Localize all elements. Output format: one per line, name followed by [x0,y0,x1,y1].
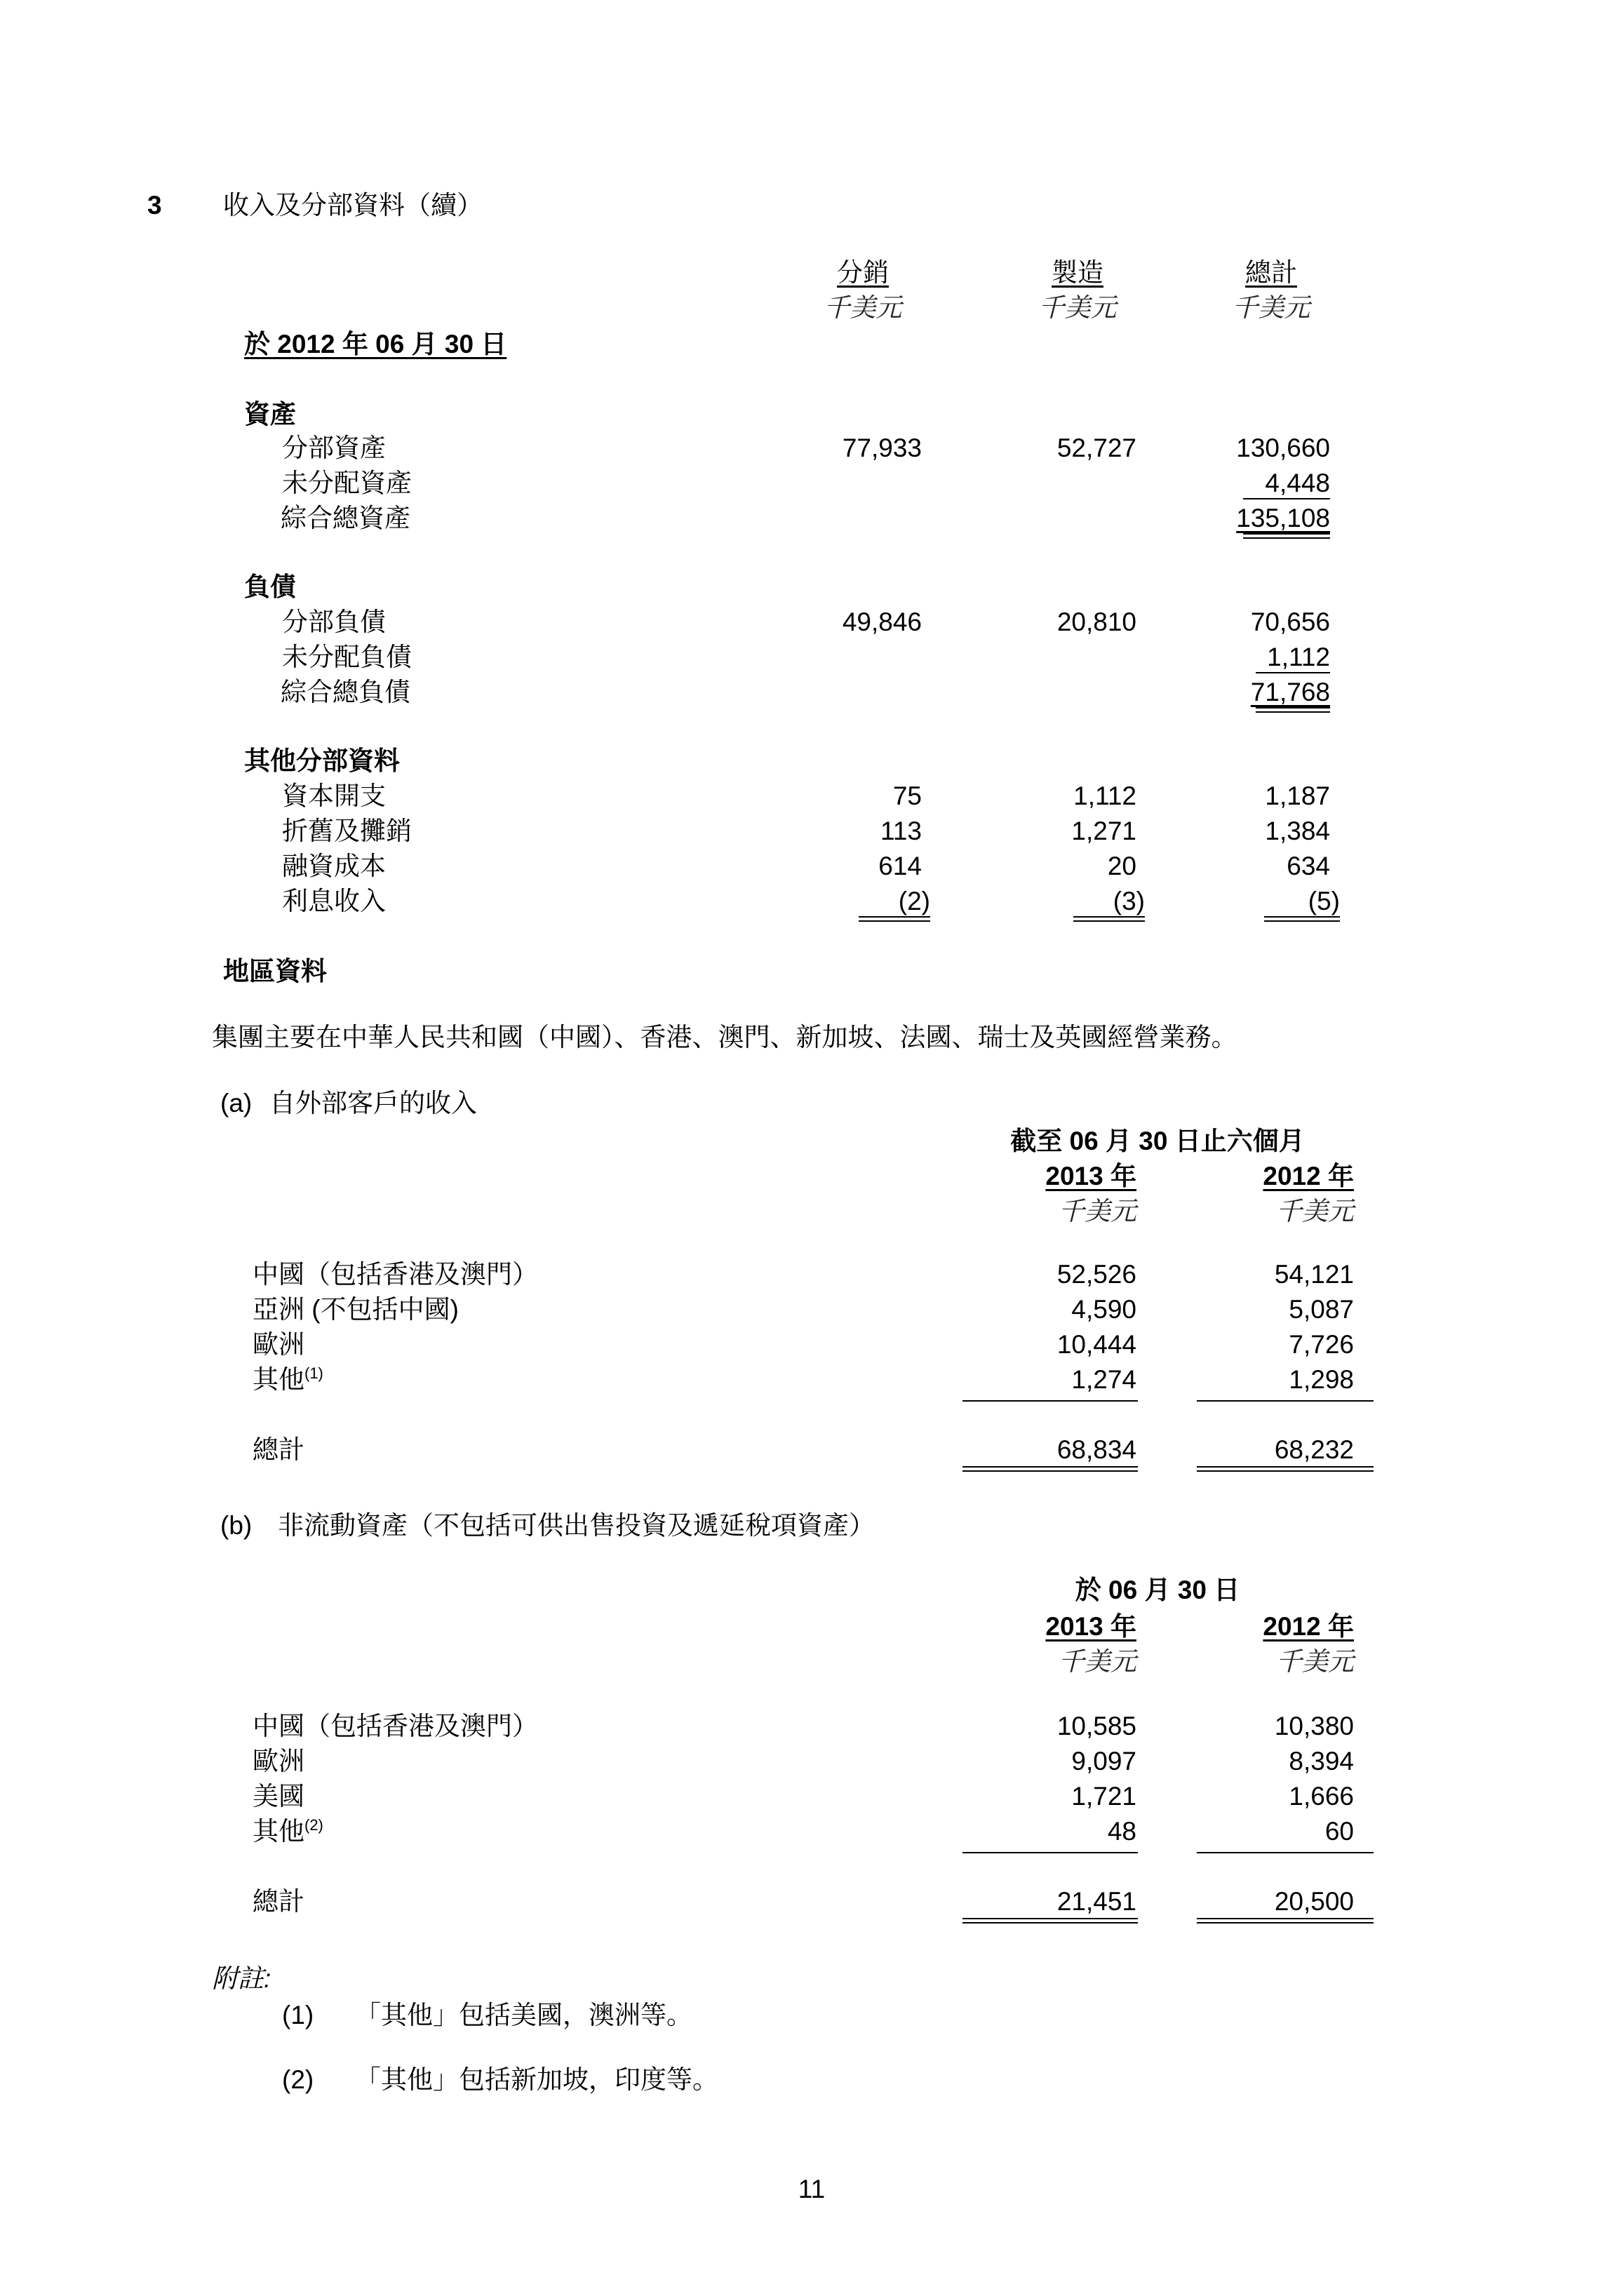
total-double-rule [1197,1466,1374,1472]
col-header-distribution: 分銷 [837,258,889,287]
row-label: 其他 [253,1365,304,1394]
section-title: 收入及分部資料（續） [223,191,483,220]
unit-label: 千美元 [1059,1647,1136,1676]
cell-2013: 10,585 [1056,1712,1136,1740]
table-a-period: 截至 06 月 30 日止六個月 [1010,1127,1305,1155]
row-label-with-note [253,1817,323,1847]
total-double-rule [1264,916,1340,922]
cell-2013: 1,274 [1071,1365,1136,1394]
liabilities-heading: 負債 [244,572,296,601]
cell-total: 4,448 [1265,469,1330,497]
cell-2012: 54,121 [1274,1260,1354,1289]
cell-2012: 60 [1324,1817,1354,1846]
cell-total: 135,108 [1236,504,1330,532]
cell-2013: 52,526 [1056,1260,1136,1289]
table-a-label: (a) [220,1089,253,1117]
cell-distribution: (2) [898,887,930,915]
row-label: 其他 [253,1817,304,1846]
cell-total: 70,656 [1250,607,1330,636]
row-label: 中國（包括香港及澳門） [253,1712,538,1740]
col-header-total: 總計 [1245,258,1297,287]
row-label: 中國（包括香港及澳門） [253,1260,538,1289]
total-double-rule [1256,707,1330,713]
total-2013: 68,834 [1056,1435,1136,1464]
total-double-rule [962,1918,1138,1924]
row-label: 美國 [253,1782,304,1811]
row-label: 綜合總資產 [281,504,410,532]
cell-total: 71,768 [1250,678,1330,706]
cell-manufacturing: 1,271 [1071,817,1136,845]
footnote-ref: (2) [304,1816,323,1834]
row-label: 資本開支 [282,781,386,810]
total-double-rule [859,916,930,922]
geo-heading: 地區資料 [223,957,327,986]
total-label: 總計 [253,1435,304,1464]
cell-total: 634 [1287,852,1330,880]
table-b-period: 於 06 月 30 日 [1075,1576,1240,1604]
table-a-title: 自外部客戶的收入 [269,1089,477,1117]
note-text: 「其他」包括新加坡，印度等。 [355,2065,718,2094]
unit-label: 千美元 [1232,293,1310,322]
cell-manufacturing: 52,727 [1056,434,1136,462]
note-number: (2) [282,2065,314,2094]
total-double-rule [1073,916,1145,922]
row-label: 未分配負債 [282,643,412,671]
subtotal-rule [962,1852,1138,1853]
cell-2012: 5,087 [1289,1295,1354,1324]
geo-intro: 集團主要在中華人民共和國（中國）、香港、澳門、新加坡、法國、瑞士及英國經營業務。 [212,1023,1237,1052]
cell-2013: 1,721 [1071,1782,1136,1811]
row-label-with-note [253,1365,323,1395]
cell-total: 1,112 [1267,643,1330,671]
total-double-rule [962,1466,1138,1472]
cell-manufacturing: 20,810 [1056,607,1136,636]
subtotal-rule [1197,1852,1374,1853]
subtotal-rule [1197,1400,1374,1402]
total-label: 總計 [253,1887,304,1916]
subtotal-rule [1243,498,1330,499]
total-double-rule [1243,533,1330,539]
row-label: 未分配資產 [282,469,412,497]
table-b-title: 非流動資產（不包括可供出售投資及遞延稅項資產） [278,1511,875,1540]
cell-2012: 7,726 [1289,1330,1354,1359]
total-double-rule [1197,1918,1374,1924]
other-segment-heading: 其他分部資料 [244,746,400,775]
row-label: 歐洲 [253,1330,304,1359]
cell-distribution: 75 [892,781,922,810]
assets-heading: 資產 [244,400,296,429]
cell-distribution: 614 [878,852,922,880]
row-label: 綜合總負債 [281,678,410,706]
total-2012: 20,500 [1274,1887,1354,1916]
cell-2012: 10,380 [1274,1712,1354,1740]
unit-label: 千美元 [1038,293,1117,322]
year-2013: 2013 年 [1045,1162,1136,1190]
unit-label: 千美元 [1276,1647,1354,1676]
unit-label: 千美元 [1059,1197,1136,1226]
table-b-label: (b) [220,1511,253,1540]
row-label: 融資成本 [282,852,386,880]
row-label: 亞洲 (不包括中國) [253,1295,459,1324]
date-heading: 於 2012 年 06 月 30 日 [244,330,507,358]
unit-label: 千美元 [824,293,902,322]
cell-manufacturing: 20 [1107,852,1136,880]
notes-heading: 附註: [212,1964,271,1993]
unit-label: 千美元 [1276,1197,1354,1226]
note-text: 「其他」包括美國，澳洲等。 [355,2001,692,2029]
cell-2013: 10,444 [1056,1330,1136,1359]
row-label: 折舊及攤銷 [282,817,412,845]
cell-distribution: 77,933 [842,434,922,462]
cell-total: 130,660 [1236,434,1330,462]
row-label: 歐洲 [253,1747,304,1775]
cell-2013: 4,590 [1071,1295,1136,1324]
cell-distribution: 49,846 [842,607,922,636]
cell-manufacturing: (3) [1113,887,1145,915]
cell-total: 1,384 [1265,817,1330,845]
col-header-manufacturing: 製造 [1052,258,1103,287]
note-number: (1) [282,2001,314,2029]
total-2013: 21,451 [1056,1887,1136,1916]
cell-2012: 8,394 [1289,1747,1354,1775]
year-2012: 2012 年 [1263,1162,1354,1190]
footnote-ref: (1) [304,1364,323,1382]
year-2012: 2012 年 [1263,1612,1354,1641]
cell-2012: 1,666 [1289,1782,1354,1811]
cell-distribution: 113 [880,817,922,845]
cell-total: (5) [1308,887,1340,915]
row-label: 利息收入 [282,887,386,915]
row-label: 分部負債 [282,607,386,636]
section-number: 3 [147,191,162,220]
cell-2013: 48 [1107,1817,1136,1846]
page-number: 11 [798,2175,826,2203]
cell-total: 1,187 [1265,781,1330,810]
total-2012: 68,232 [1274,1435,1354,1464]
subtotal-rule [1256,672,1330,673]
cell-2012: 1,298 [1289,1365,1354,1394]
subtotal-rule [962,1400,1138,1402]
cell-2013: 9,097 [1071,1747,1136,1775]
year-2013: 2013 年 [1045,1612,1136,1641]
cell-manufacturing: 1,112 [1073,781,1136,810]
row-label: 分部資產 [282,434,386,462]
